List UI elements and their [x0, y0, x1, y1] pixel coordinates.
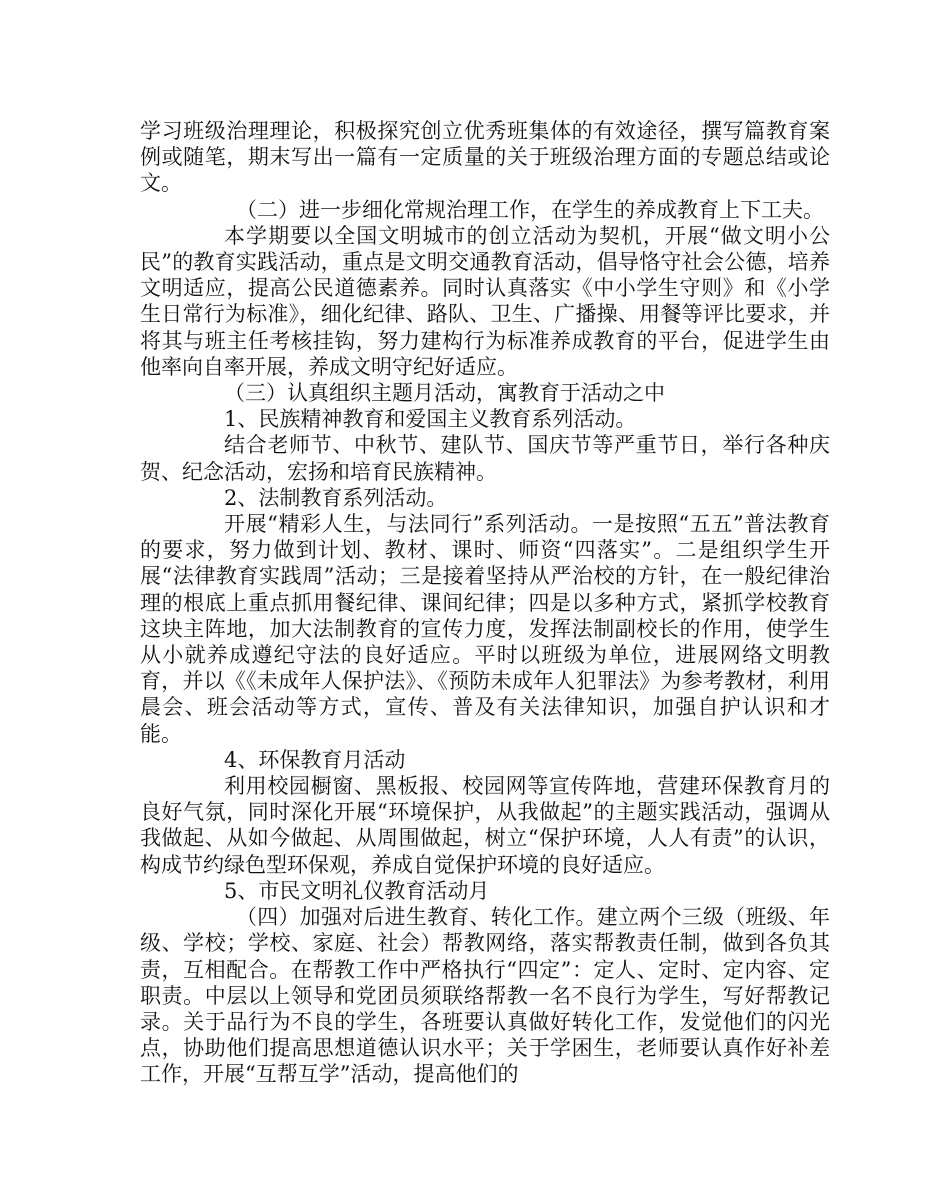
paragraph-environmental: 利用校园橱窗、黑板报、校园网等宣传阵地，营建环保教育月的良好气氛，同时深化开展“环境保护，从我做起”的主题实践活动，强调从我做起、从如今做起、从周围做起，树立“保护环境，人人有责”的认识，构成节约绿色型环保观，养成自觉保护环境的良好适应。: [140, 774, 830, 877]
heading-routine-management: （二）进一步细化常规治理工作，在学生的养成教育上下工夫。: [236, 197, 824, 222]
paragraph-festivals: 结合老师节、中秋节、建队节、国庆节等严重节日，举行各种庆贺、纪念活动，宏扬和培育民族精神。: [140, 433, 830, 484]
subheading-national-spirit: 1、民族精神教育和爱国主义教育系列活动。: [224, 407, 637, 432]
heading-theme-month-activities: （三）认真组织主题月活动，寓教育于活动之中: [224, 381, 665, 406]
subheading-etiquette-month: 5、市民文明礼仪教育活动月: [224, 878, 490, 903]
subheading-legal-education: 2、法制教育系列活动。: [224, 485, 448, 510]
paragraph-class-management-study: 学习班级治理理论，积极探究创立优秀班集体的有效途径，撰写篇教育案例或随笔，期末写出一篇有一定质量的关于班级治理方面的专题总结或论文。: [140, 119, 830, 196]
subheading-environmental-month: 4、环保教育月活动: [224, 747, 406, 772]
paragraph-legal-education: 开展“精彩人生，与法同行”系列活动。一是按照“五五”普法教育的要求，努力做到计划、教材、课时、师资“四落实”。二是组织学生开展“法律教育实践周”活动；三是接着坚持从严治校的方针，在一般纪律治理的根底上重点抓用餐纪律、课间纪律；四是以多种方式，紧抓学校教育这块主阵地，加大法制教育的宣传力度，发挥法制副校长的作用，使学生从小就养成遵纪守法的良好适应。平时以班级为单位，进展网络文明教育，并以《《未成年人保护法》、《预防未成年人犯罪法》为参考教材，利用晨会、班会活动等方式，宣传、普及有关法律知识，加强自护认识和才能。: [140, 512, 830, 746]
paragraph-underachiever-support: （四）加强对后进生教育、转化工作。建立两个三级（班级、年级、学校；学校、家庭、社会）帮教网络，落实帮教责任制，做到各负其责，互相配合。在帮教工作中严格执行“四定”：定人、定时、定内容、定职责。中层以上领导和党团员须联络帮教一名不良行为学生，写好帮教记录。关于品行为不良的学生，各班要认真做好转化工作，发觉他们的闪光点，协助他们提高思想道德认识水平；关于学困生，老师要认真作好补差工作，开展“互帮互学”活动，提高他们的: [140, 905, 830, 1087]
document-body: [140, 118, 830, 1088]
paragraph-civilized-citizen: 本学期要以全国文明城市的创立活动为契机，开展“做文明小公民”的教育实践活动，重点是文明交通教育活动，倡导恪守社会公德，培养文明适应，提高公民道德素养。同时认真落实《中小学生守则》和《小学生日常行为标准》，细化纪律、路队、卫生、广播操、用餐等评比要求，并将其与班主任考核挂钩，努力建构行为标准养成教育的平台，促进学生由他率向自率开展，养成文明守纪好适应。: [140, 223, 830, 379]
